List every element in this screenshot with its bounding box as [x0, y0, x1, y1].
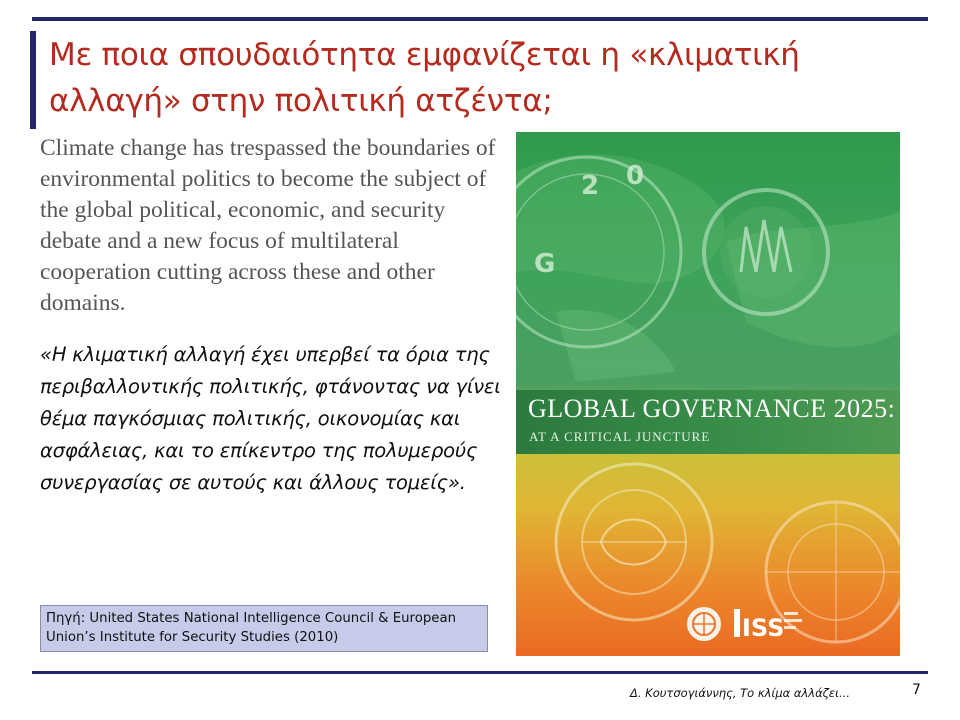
book-cover: [516, 132, 900, 656]
footer-rule: [32, 671, 928, 674]
iss-logo-text: ISS: [742, 614, 785, 642]
english-quote: Climate change has trespassed the boundaries of environmental politics to become the subject of the global political, economic, and security debate and a new focus of multilateral cooperation cutting across these and other domains.: [40, 135, 496, 316]
slide-title: Με ποια σπουδαιότητα εμφανίζεται η «κλιματική αλλαγή» στην πολιτική ατζέντα;: [49, 37, 800, 119]
cover-subtitle: AT A CRITICAL JUNCTURE: [529, 429, 711, 444]
svg-text:G: G: [534, 249, 556, 279]
source-box: Πηγή: United States National Intelligence Council & European Union’s Institute for Security Studies (2010): [40, 605, 488, 652]
title-accent-bar: [30, 31, 36, 129]
page-number: 7: [912, 682, 921, 698]
svg-text:0: 0: [626, 161, 645, 191]
svg-text:2: 2: [581, 171, 600, 201]
cover-title: GLOBAL GOVERNANCE 2025:: [528, 394, 896, 423]
top-rule: [32, 17, 928, 21]
asean-emblem-icon: [704, 190, 828, 314]
nic-seal-icon: [687, 607, 721, 641]
imf-emblem-icon: [556, 464, 712, 620]
greek-quote: «Η κλιματική αλλαγή έχει υπερβεί τα όρια της περιβαλλοντικής πολιτικής, φτάνοντας να γίνει θέμα παγκόσμιας πολιτικής, οικονομίας και ασφάλειας, και το επίκεντρο της πολυμερούς συνεργασίας σε αυτούς και άλλους τομείς».: [40, 343, 501, 494]
footer-author: Δ. Κουτσογιάννης, Το κλίμα αλλάζει...: [630, 686, 850, 700]
